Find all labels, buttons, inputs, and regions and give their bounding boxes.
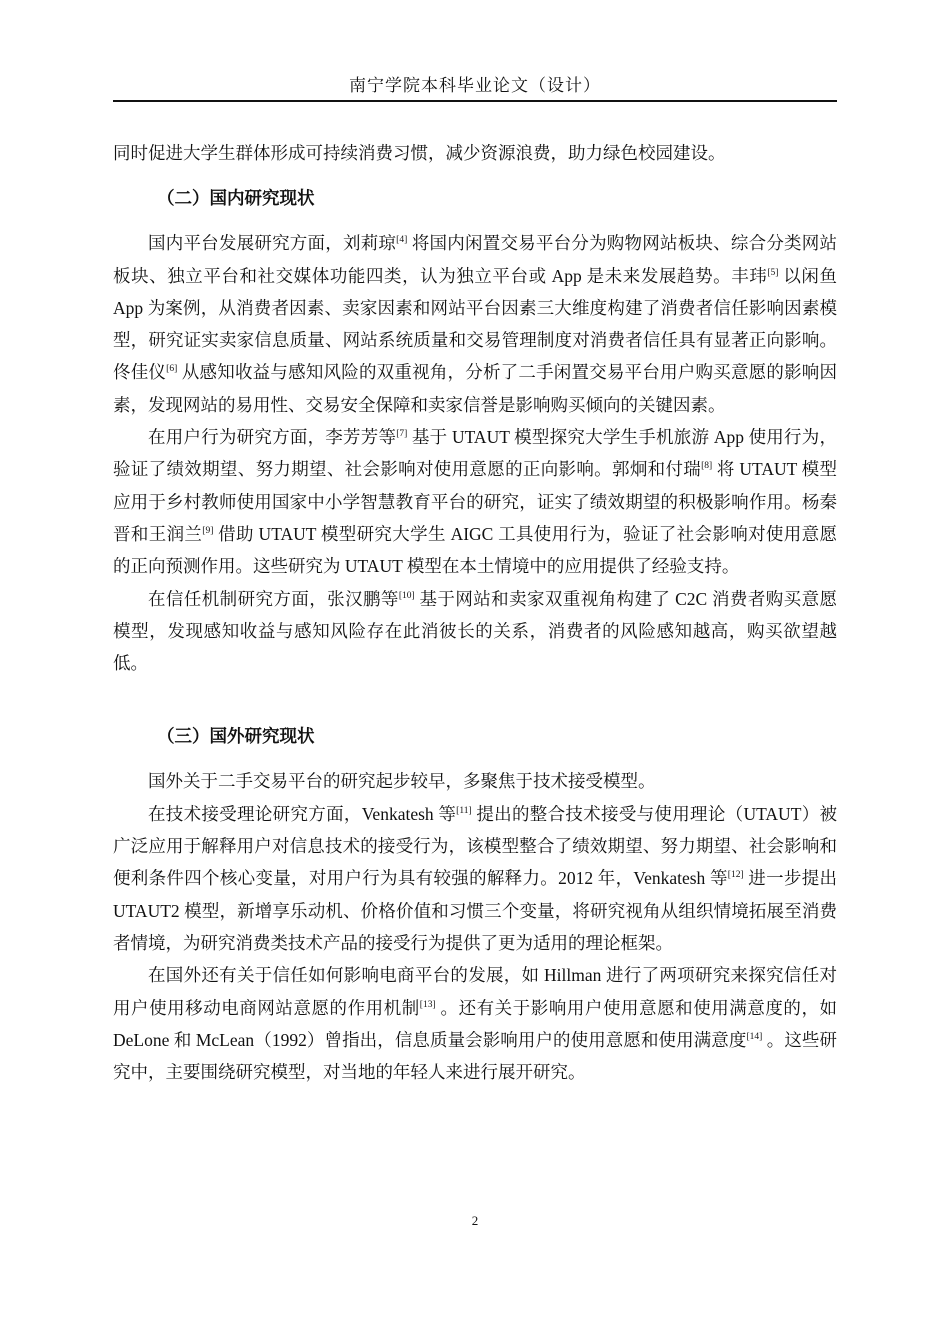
paragraph-text: 提出的整合技术接受与使用理论（UTAUT）被广泛应用于解释用户对信息技术的接受行为，该模型整合了绩效期望、努力期望、社会影响和便利条件四个核心变量，对用户行为具有较强的解释力。2012 年，Venkatesh 等 <box>113 803 838 889</box>
paragraph-continuation <box>113 137 837 169</box>
page-number: 2 <box>471 1213 479 1228</box>
paragraph-user-behavior <box>113 421 837 582</box>
paragraph-text: 。这些研究中，主要围绕研究模型，对当地的年轻人来进行展开研究。 <box>113 1029 838 1083</box>
paragraph-trust-ecommerce <box>113 959 837 1088</box>
paragraph-text: 在国外还有关于信任如何影响电商平台的发展，如 Hillman 进行了两项研究来探究信任对用户使用移动电商网站意愿的作用机制 <box>113 965 837 1018</box>
paragraph-text: 国内平台发展研究方面，刘莉琼 <box>148 233 397 254</box>
paragraph-text: 在用户行为研究方面，李芳芳等 <box>148 427 397 448</box>
paragraph-text: 同时促进大学生群体形成可持续消费习惯，减少资源浪费，助力绿色校园建设。 <box>113 143 726 163</box>
paragraph-text: 在信任机制研究方面，张汉鹏等 <box>148 588 399 609</box>
paragraph-text: 基于网站和卖家双重视角构建了 C2C 消费者购买意愿模型，发现感知收益与感知风险存在此消彼长的关系，消费者的风险感知越高，购买欲望越低。 <box>113 588 838 674</box>
citation-ref: [6] <box>166 364 178 375</box>
paragraph-text: 进一步提出 UTAUT2 模型，新增享乐动机、价格价值和习惯三个变量，将研究视角从组织情境拓展至消费者情境，为研究消费类技术产品的接受行为提供了更为适用的理论框架。 <box>113 868 838 953</box>
citation-ref: [14] <box>746 1031 763 1042</box>
paragraph-foreign-intro <box>113 765 837 797</box>
paragraph-text: 将国内闲置交易平台分为购物网站板块、综合分类网站板块、独立平台和社交媒体功能四类，认为独立平台或 App 是未来发展趋势。丰玮 <box>113 233 838 286</box>
paragraph-text: 国外关于二手交易平台的研究起步较早，多聚焦于技术接受模型。 <box>148 771 656 792</box>
citation-ref: [7] <box>396 429 408 440</box>
paragraph-text: 将 UTAUT 模型应用于乡村教师使用国家中小学智慧教育平台的研究，证实了绩效期望的积极影响作用。杨秦晋和王润兰 <box>113 459 837 544</box>
section-heading-foreign: （三）国外研究现状 <box>157 726 315 747</box>
citation-ref: [13] <box>419 999 436 1010</box>
spacer <box>113 215 837 227</box>
paragraph-trust-mechanism <box>113 583 837 680</box>
citation-ref: [4] <box>396 235 408 246</box>
citation-ref: [8] <box>701 461 713 472</box>
spacer <box>113 753 837 765</box>
header-rule <box>113 100 837 102</box>
paragraph-text: 在技术接受理论研究方面，Venkatesh 等 <box>148 803 457 824</box>
running-header: 南宁学院本科毕业论文（设计） <box>349 76 601 95</box>
section-heading-domestic: （二）国内研究现状 <box>157 188 315 209</box>
paragraph-text: 借助 UTAUT 模型研究大学生 AIGC 工具使用行为，验证了社会影响对使用意愿的正向预测作用。这些研究为 UTAUT 模型在本土情境中的应用提供了经验支持。 <box>113 523 838 577</box>
paragraph-platform-development <box>113 227 837 421</box>
paragraph-text: 以闲鱼 App 为案例，从消费者因素、卖家因素和网站平台因素三大维度构建了消费者信任影响因素模型，研究证实卖家信息质量、网站系统质量和交易管理制度对消费者信任具有显著正向影响。佟佳仪 <box>113 265 838 383</box>
spacer <box>113 679 837 707</box>
paragraph-text: 从感知收益与感知风险的双重视角，分析了二手闲置交易平台用户购买意愿的影响因素，发现网站的易用性、交易安全保障和卖家信誉是影响购买倾向的关键因素。 <box>113 362 838 415</box>
paragraph-text: 基于 UTAUT 模型探究大学生手机旅游 App 使用行为，验证了绩效期望、努力期望、社会影响对使用意愿的正向影响。郭炯和付瑞 <box>113 427 838 480</box>
citation-ref: [12] <box>727 870 744 881</box>
paragraph-text: 。还有关于影响用户使用意愿和使用满意度的，如 DeLone 和 McLean（1992）曾指出，信息质量会影响用户的使用意愿和使用满意度 <box>113 997 838 1050</box>
citation-ref: [5] <box>767 267 779 278</box>
citation-ref: [10] <box>398 590 415 601</box>
paragraph-tech-acceptance <box>113 798 837 959</box>
body-text <box>113 137 837 1088</box>
spacer <box>113 169 837 181</box>
citation-ref: [9] <box>202 525 214 536</box>
spacer <box>113 707 837 719</box>
citation-ref: [11] <box>456 805 472 816</box>
